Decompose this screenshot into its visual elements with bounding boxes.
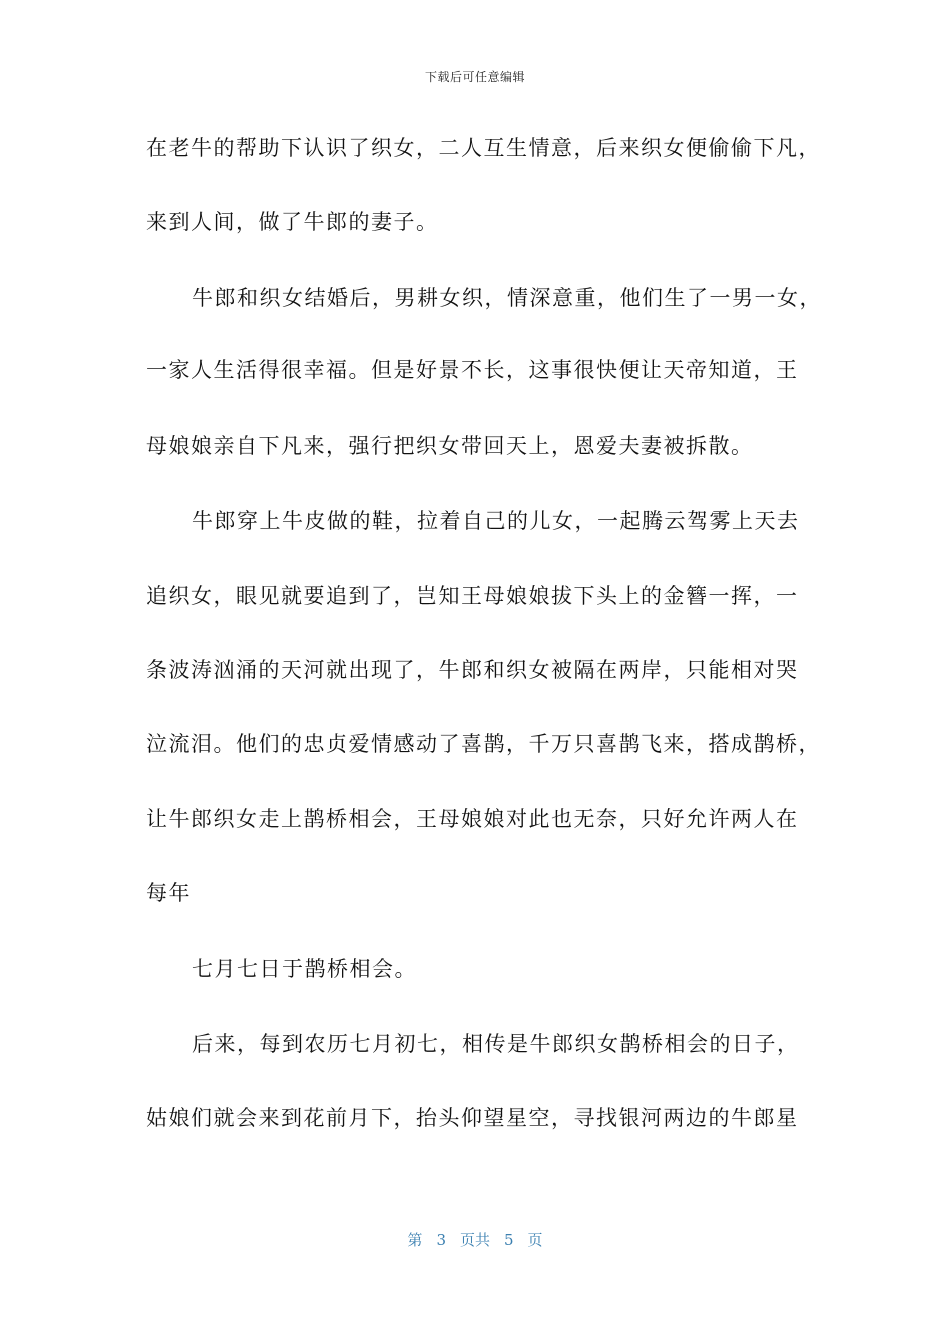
text-line: 后来，每到农历七月初七，相传是牛郎织女鹊桥相会的日子， (192, 1032, 800, 1056)
footer-page-number: 3 (436, 1231, 446, 1249)
text-line: 牛郎穿上牛皮做的鞋，拉着自己的儿女，一起腾云驾雾上天去 (192, 509, 800, 533)
footer-page-suffix: 页 (527, 1231, 543, 1249)
text-line: 母娘娘亲自下凡来，强行把织女带回天上，恩爱夫妻被拆散。 (146, 434, 754, 458)
text-line: 泣流泪。他们的忠贞爱情感动了喜鹊，千万只喜鹊飞来，搭成鹊桥， (146, 732, 821, 756)
text-line: 在老牛的帮助下认识了织女，二人互生情意，后来织女便偷偷下凡， (146, 136, 821, 160)
text-line: 条波涛汹涌的天河就出现了，牛郎和织女被隔在两岸，只能相对哭 (146, 658, 799, 682)
footer-total-pages: 5 (504, 1231, 514, 1249)
text-line: 姑娘们就会来到花前月下，抬头仰望星空，寻找银河两边的牛郎星 (146, 1106, 799, 1130)
text-line: 来到人间，做了牛郎的妻子。 (146, 210, 439, 234)
page-header: 下载后可任意编辑 (424, 70, 525, 84)
text-line: 每年 (146, 881, 191, 905)
text-line: 一家人生活得很幸福。但是好景不长，这事很快便让天帝知道，王 (146, 358, 799, 382)
footer-page-label: 第 (407, 1231, 423, 1249)
text-line: 七月七日于鹊桥相会。 (192, 957, 417, 981)
footer-of-label: 页共 (459, 1231, 490, 1249)
text-line: 追织女，眼见就要追到了，岂知王母娘娘拔下头上的金簪一挥，一 (146, 584, 799, 608)
page-footer (0, 1229, 950, 1250)
text-line: 让牛郎织女走上鹊桥相会，王母娘娘对此也无奈，只好允许两人在 (146, 807, 799, 831)
text-line: 牛郎和织女结婚后，男耕女织，情深意重，他们生了一男一女， (192, 286, 822, 310)
